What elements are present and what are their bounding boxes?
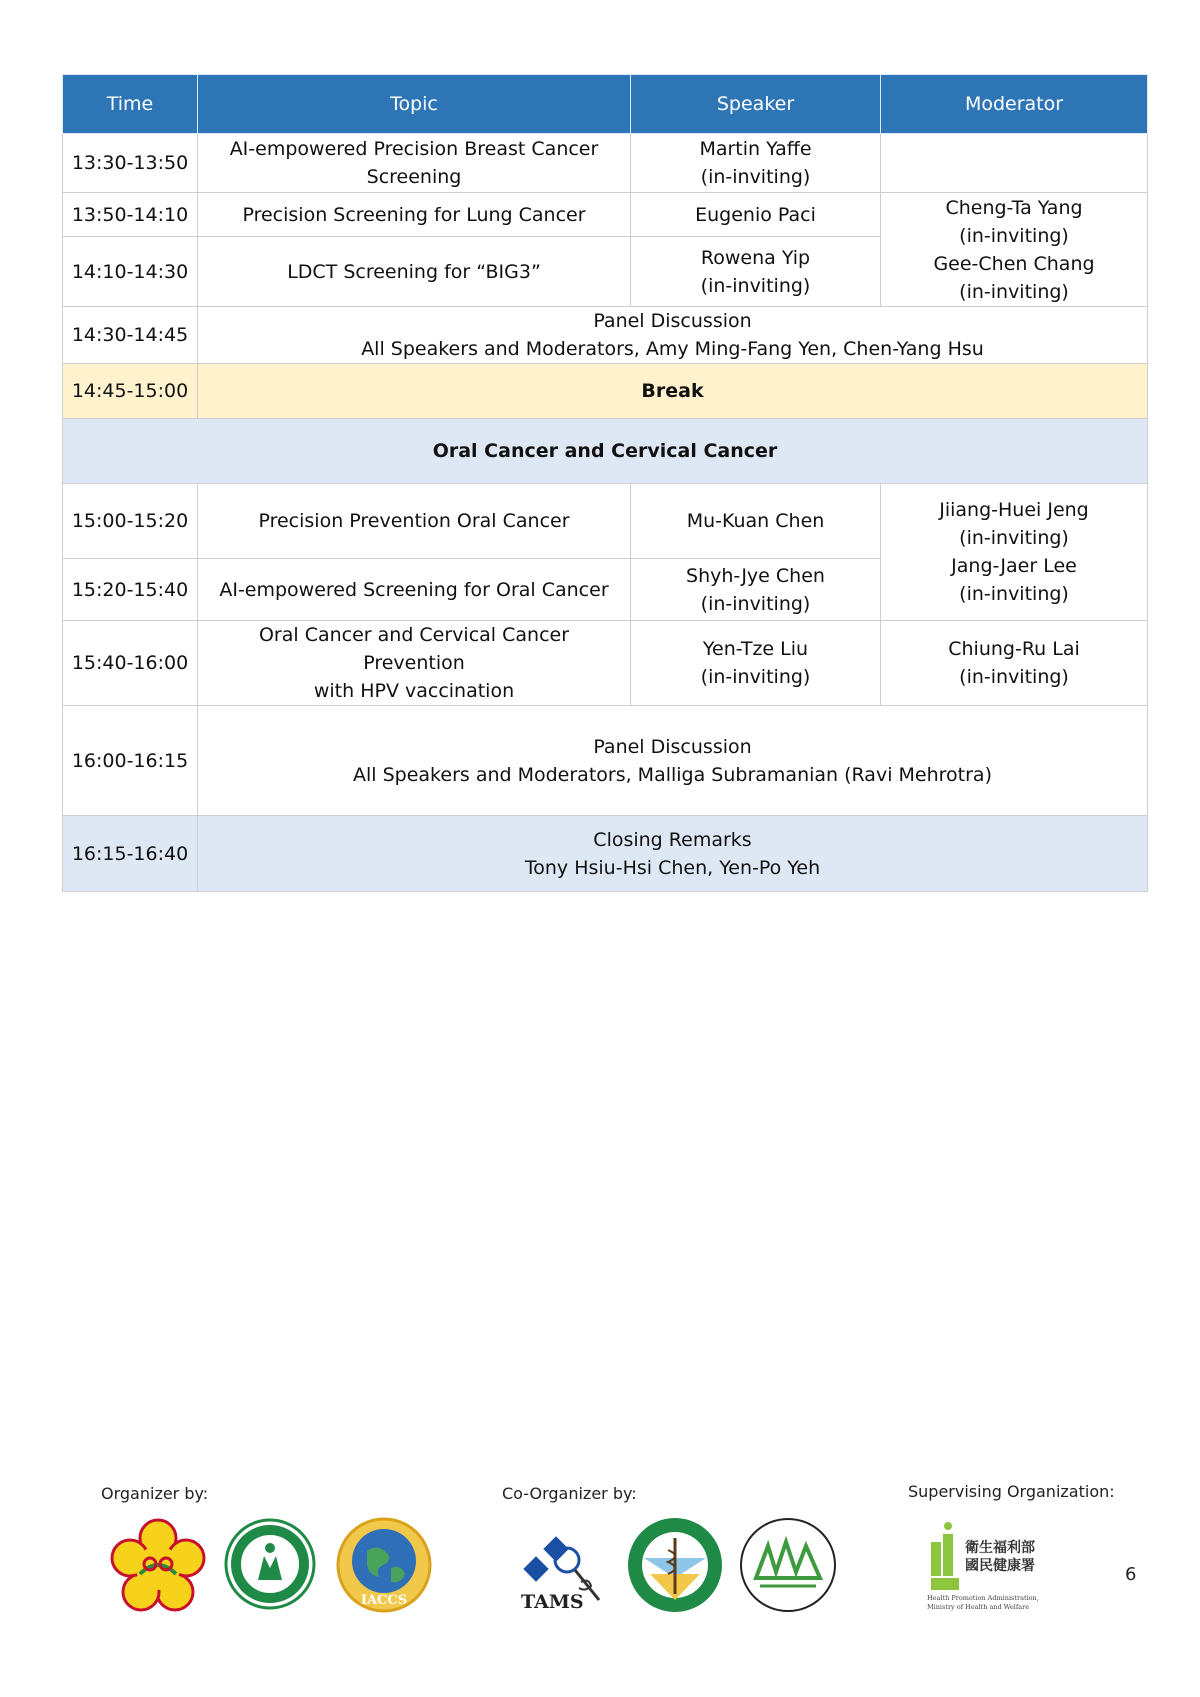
time-cell: 13:30-13:50 [63,134,198,193]
speaker-cell [631,559,881,621]
globe-conference-logo [335,1516,433,1614]
moderator-name: Jiiang-Huei Jeng [939,499,1089,521]
supervising-label: Supervising Organization: [908,1482,1115,1501]
speaker-cell [631,237,881,307]
table-row [63,134,1148,193]
speaker-cell: Eugenio Paci [631,193,881,237]
page-number: 6 [1125,1564,1137,1585]
hpa-english-line2: Ministry of Health and Welfare [927,1603,1030,1611]
moderator-status: (in-inviting) [959,527,1069,549]
hpa-chinese-line1: 衛生福利部 [965,1540,1035,1556]
moderator-name: Jang-Jaer Lee [951,555,1077,577]
topic-cell [198,134,631,193]
panel-participants: All Speakers and Moderators, Amy Ming-Fang Yen, Chen-Yang Hsu [361,338,984,360]
topic-cell: LDCT Screening for “BIG3” [198,237,631,307]
moderator-name: Chiung-Ru Lai [948,638,1080,660]
topic-line: AI-empowered Precision Breast Cancer [229,138,599,160]
time-cell: 16:00-16:15 [63,706,198,816]
panel-participants: All Speakers and Moderators, Malliga Subramanian (Ravi Mehrotra) [353,763,992,786]
topic-cell: Precision Prevention Oral Cancer [198,484,631,559]
moderator-cell [881,621,1148,706]
speaker-status: (in-inviting) [700,274,811,297]
panel-title: Panel Discussion [593,310,752,332]
schedule-table [62,74,1148,892]
igcs-text: IACCS [360,1593,408,1608]
header-topic: Topic [198,75,631,134]
closing-title: Closing Remarks [593,828,752,851]
closing-speakers: Tony Hsiu-Hsi Chen, Yen-Po Yeh [524,856,821,879]
speaker-name: Rowena Yip [700,246,811,269]
medical-association-logo [626,1516,724,1614]
table-row [63,307,1148,364]
section-row [63,419,1148,484]
plum-blossom-logo [110,1518,206,1614]
speaker-name: Shyh-Jye Chen [686,564,825,587]
speaker-cell [631,621,881,706]
topic-line: Screening [366,166,462,188]
speaker-cell [631,134,881,193]
speaker-name: Yen-Tze Liu [702,638,809,660]
topic-line: with HPV vaccination [313,680,515,702]
moderator-status: (in-inviting) [959,224,1069,247]
moderator-name: Cheng-Ta Yang [945,196,1083,219]
moderator-cell [881,193,1148,307]
speaker-status: (in-inviting) [700,666,811,688]
speaker-cell: Mu-Kuan Chen [631,484,881,559]
speaker-name: Martin Yaffe [699,138,812,160]
time-cell: 15:00-15:20 [63,484,198,559]
panel-cell [198,307,1148,364]
header-speaker: Speaker [631,75,881,134]
section-title: Oral Cancer and Cervical Cancer [63,419,1148,484]
closing-cell [198,816,1148,892]
time-cell: 14:10-14:30 [63,237,198,307]
time-cell: 14:30-14:45 [63,307,198,364]
speaker-status: (in-inviting) [700,166,811,188]
break-row [63,364,1148,419]
topic-cell [198,621,631,706]
closing-row [63,816,1148,892]
moderator-name: Gee-Chen Chang [933,252,1095,275]
table-row [63,193,1148,237]
speaker-status: (in-inviting) [700,592,811,615]
time-cell: 16:15-16:40 [63,816,198,892]
tams-text: TAMS [521,1591,584,1612]
medical-foundation-logo [224,1518,316,1610]
break-label: Break [198,364,1148,419]
table-row [63,484,1148,559]
hpa-chinese-line2: 國民健康署 [965,1558,1035,1574]
time-cell: 15:20-15:40 [63,559,198,621]
moderator-status: (in-inviting) [959,583,1069,605]
panel-cell [198,706,1148,816]
table-row [63,621,1148,706]
time-cell: 13:50-14:10 [63,193,198,237]
health-promotion-logo [925,1520,1045,1612]
header-moderator: Moderator [881,75,1148,134]
topic-line: Oral Cancer and Cervical Cancer Prevention [258,624,570,674]
moderator-status: (in-inviting) [959,666,1069,688]
moderator-cell [881,484,1148,621]
moderator-cell-empty [881,134,1148,193]
table-row [63,706,1148,816]
moderator-status: (in-inviting) [959,280,1069,303]
header-time: Time [63,75,198,134]
topic-cell: Precision Screening for Lung Cancer [198,193,631,237]
topic-cell: AI-empowered Screening for Oral Cancer [198,559,631,621]
table-header-row [63,75,1148,134]
time-cell: 14:45-15:00 [63,364,198,419]
hpa-english-line1: Health Promotion Administration, [927,1594,1039,1602]
hills-association-logo [738,1516,838,1614]
organizer-label: Organizer by: [101,1484,209,1503]
tams-logo [515,1526,615,1612]
co-organizer-label: Co-Organizer by: [502,1484,637,1503]
time-cell: 15:40-16:00 [63,621,198,706]
panel-title: Panel Discussion [593,735,752,758]
